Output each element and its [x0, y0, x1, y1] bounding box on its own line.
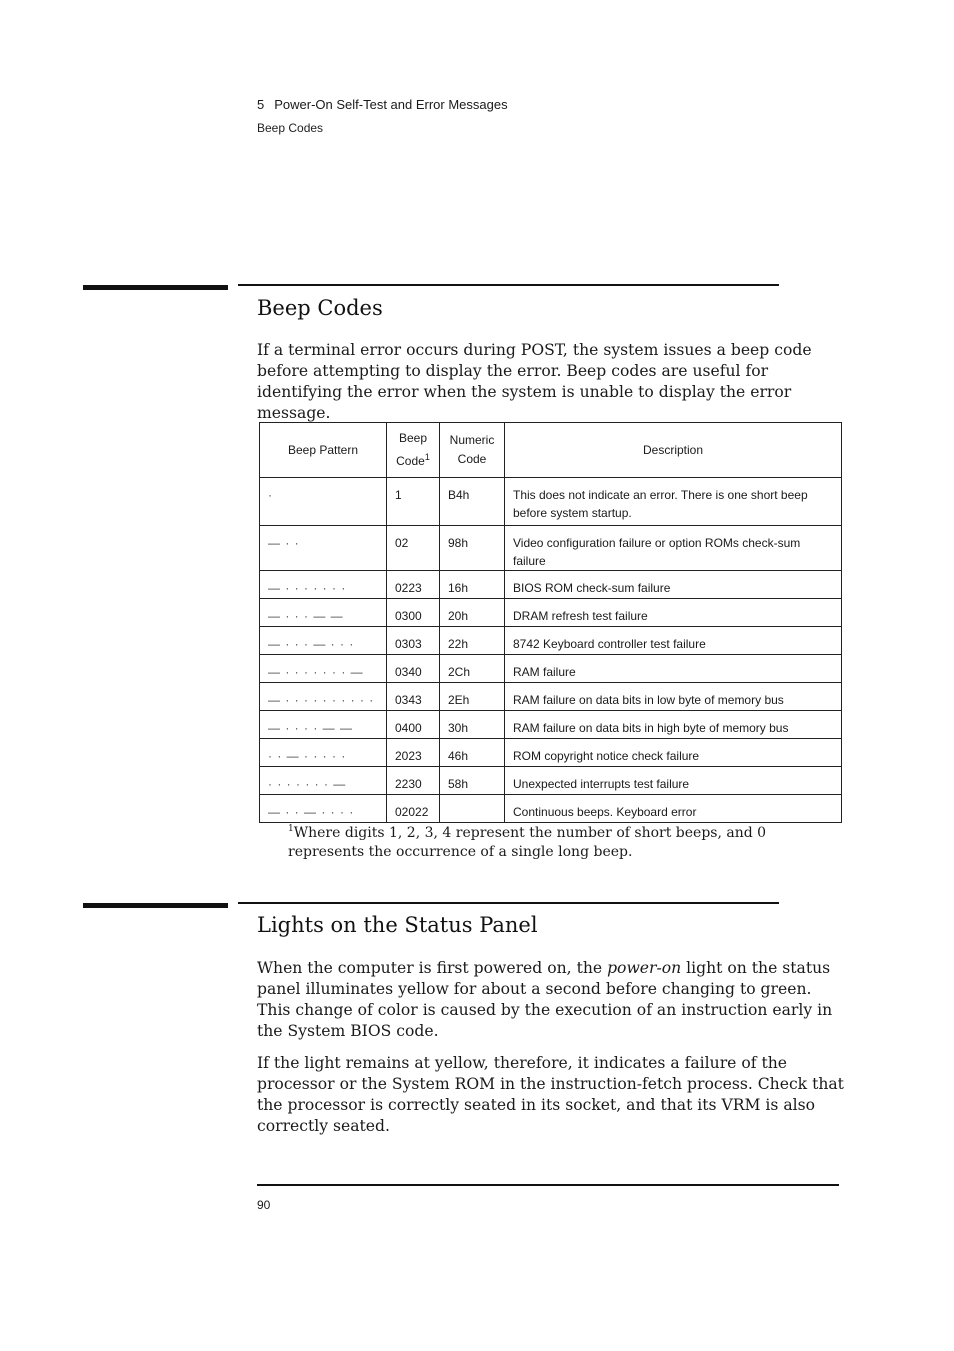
- beep-codes-heading: Beep Codes: [257, 296, 383, 320]
- numeric-code-cell: 22h: [440, 627, 505, 655]
- table-row: [260, 711, 842, 739]
- numeric-code-cell: [440, 795, 505, 823]
- numeric-code-cell: 98h: [440, 526, 505, 571]
- footer-rule: [257, 1184, 839, 1186]
- table-header-row: [260, 423, 842, 478]
- footnote-number: 1: [288, 824, 294, 834]
- section-rule-thick: [83, 285, 228, 290]
- table-row: [260, 599, 842, 627]
- numeric-code-cell: 16h: [440, 571, 505, 599]
- description-cell: ROM copyright notice check failure: [505, 739, 842, 767]
- table-row: [260, 627, 842, 655]
- beep-code-cell: 0343: [387, 683, 440, 711]
- beep-code-cell: 0303: [387, 627, 440, 655]
- section-rule-thick: [83, 903, 228, 908]
- beep-code-cell: 2230: [387, 767, 440, 795]
- footnote-marker: 1: [424, 452, 430, 462]
- numeric-code-cell: 30h: [440, 711, 505, 739]
- description-cell: RAM failure on data bits in low byte of memory bus: [505, 683, 842, 711]
- table-row: [260, 655, 842, 683]
- footnote-text: Where digits 1, 2, 3, 4 represent the number of short beeps, and 0 represents the occurrence of a single long beep.: [288, 825, 767, 860]
- beep-pattern-cell: — · · · · — —: [260, 711, 387, 739]
- description-cell: Continuous beeps. Keyboard error: [505, 795, 842, 823]
- description-cell: BIOS ROM check-sum failure: [505, 571, 842, 599]
- table-row: [260, 767, 842, 795]
- beep-pattern-cell: — · · · — · · ·: [260, 627, 387, 655]
- beep-codes-table: [259, 422, 842, 823]
- table-footnote: [288, 820, 808, 862]
- description-cell: This does not indicate an error. There is one short beep before system startup.: [505, 478, 842, 526]
- description-cell: RAM failure: [505, 655, 842, 683]
- numeric-code-cell: 58h: [440, 767, 505, 795]
- description-cell: 8742 Keyboard controller test failure: [505, 627, 842, 655]
- section-rule-thin: [238, 284, 779, 286]
- description-cell: Video configuration failure or option ROMs check-sum failure: [505, 526, 842, 571]
- description-cell: RAM failure on data bits in high byte of memory bus: [505, 711, 842, 739]
- power-on-term: power-on: [607, 959, 682, 977]
- beep-code-cell: 02: [387, 526, 440, 571]
- beep-pattern-cell: ·: [260, 478, 387, 526]
- description-cell: Unexpected interrupts test failure: [505, 767, 842, 795]
- col-header-beep-code: Beep Code$^1$: [387, 423, 440, 478]
- beep-code-cell: 2023: [387, 739, 440, 767]
- numeric-code-cell: 20h: [440, 599, 505, 627]
- numeric-code-cell: 2Ch: [440, 655, 505, 683]
- section-rule-thin: [238, 902, 779, 904]
- beep-code-cell: 1: [387, 478, 440, 526]
- beep-pattern-cell: — · ·: [260, 526, 387, 571]
- table-row: [260, 739, 842, 767]
- beep-pattern-cell: — · · · — —: [260, 599, 387, 627]
- status-panel-paragraph-1: When the computer is first powered on, the power-on light on the status panel illuminates yellow for about a second before changing to green. This change of color is caused by the execution of an instruction early in the System BIOS code.: [257, 959, 833, 1040]
- col-header-beep-pattern: Beep Pattern: [260, 423, 387, 478]
- beep-pattern-cell: — · · · · · · ·: [260, 571, 387, 599]
- beep-code-cell: 0400: [387, 711, 440, 739]
- table-row: [260, 478, 842, 526]
- table-row: [260, 526, 842, 571]
- table-row: [260, 571, 842, 599]
- status-panel-paragraph-2: If the light remains at yellow, therefore, it indicates a failure of the processor or the System ROM in the instruction-fetch process. Check that the processor is correctly seated in its socket, and that its VRM is also correctly seated.: [257, 1054, 844, 1135]
- numeric-code-cell: B4h: [440, 478, 505, 526]
- beep-pattern-cell: · · — · · · · ·: [260, 739, 387, 767]
- table-row: [260, 683, 842, 711]
- beep-pattern-cell: · · · · · · · —: [260, 767, 387, 795]
- numeric-code-cell: 46h: [440, 739, 505, 767]
- col-header-description: Description: [505, 423, 842, 478]
- description-cell: DRAM refresh test failure: [505, 599, 842, 627]
- col-header-numeric-code: Numeric Code: [440, 423, 505, 478]
- beep-code-cell: 0300: [387, 599, 440, 627]
- running-header-chapter: [257, 97, 508, 112]
- beep-pattern-cell: — · · — · · · ·: [260, 795, 387, 823]
- chapter-number: 5: [257, 97, 265, 112]
- beep-pattern-cell: — · · · · · · · —: [260, 655, 387, 683]
- status-panel-heading: Lights on the Status Panel: [257, 913, 538, 937]
- beep-code-cell: 02022: [387, 795, 440, 823]
- beep-code-cell: 0340: [387, 655, 440, 683]
- page-number: 90: [257, 1198, 271, 1212]
- running-header-section: Beep Codes: [257, 121, 324, 135]
- beep-pattern-cell: — · · · · · · · · · ·: [260, 683, 387, 711]
- beep-code-cell: 0223: [387, 571, 440, 599]
- table-row: [260, 795, 842, 823]
- chapter-title: Power-On Self-Test and Error Messages: [274, 97, 508, 112]
- beep-codes-intro: If a terminal error occurs during POST, the system issues a beep code before attempting to display the error. Beep codes are useful for identifying the error when the system is unable to display the error message.: [257, 341, 812, 422]
- numeric-code-cell: 2Eh: [440, 683, 505, 711]
